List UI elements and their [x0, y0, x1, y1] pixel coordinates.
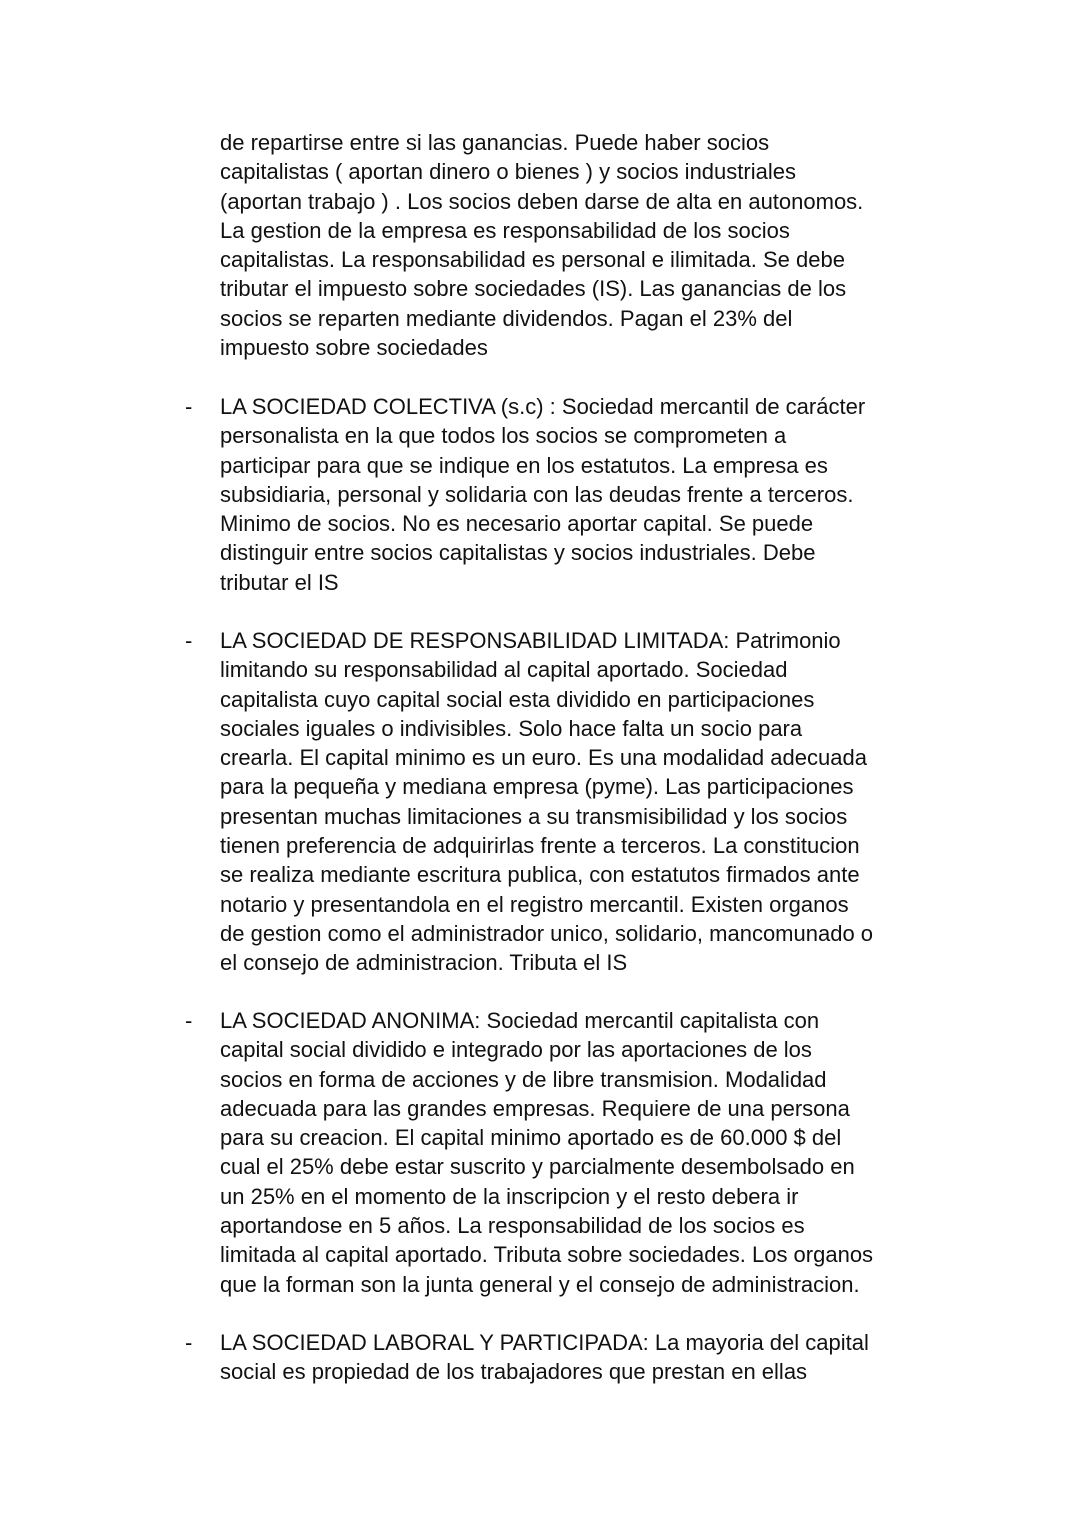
bullet-sociedad-responsabilidad-limitada — [220, 626, 930, 978]
text-line: tienen preferencia de adquirirlas frente a terceros. La constitucion — [220, 833, 860, 859]
bullet-sociedad-anonima — [220, 1006, 930, 1299]
bullet-sociedad-colectiva — [220, 392, 930, 597]
text-line: cual el 25% debe estar suscrito y parcialmente desembolsado en — [220, 1154, 855, 1180]
text-line: distinguir entre socios capitalistas y socios industriales. Debe — [220, 540, 816, 566]
text-line: social es propiedad de los trabajadores que prestan en ellas — [220, 1359, 808, 1385]
text-line: limitada al capital aportado. Tributa sobre sociedades. Los organos — [220, 1242, 874, 1268]
bullet-sociedad-laboral — [220, 1328, 930, 1387]
text-line: capital social dividido e integrado por las aportaciones de los — [220, 1037, 812, 1063]
text-line: capitalistas. La responsabilidad es personal e ilimitada. Se debe — [220, 247, 845, 273]
bullet-marker: - — [185, 394, 193, 419]
text-line: capitalistas ( aportan dinero o bienes ) y socios industriales — [220, 159, 796, 185]
text-line: LA SOCIEDAD LABORAL Y PARTICIPADA: La mayoria del capital — [220, 1330, 869, 1355]
text-line: socios en forma de acciones y de libre transmision. Modalidad — [220, 1066, 827, 1092]
text-line: que la forman son la junta general y el consejo de administracion. — [220, 1271, 860, 1297]
text-line: personalista en la que todos los socios se comprometen a — [220, 423, 787, 449]
bullet-marker: - — [185, 1008, 193, 1033]
text-line: (aportan trabajo ) . Los socios deben darse de alta en autonomos. — [220, 188, 864, 214]
text-line: La gestion de la empresa es responsabilidad de los socios — [220, 217, 790, 243]
text-line: un 25% en el momento de la inscripcion y el resto debera ir — [220, 1183, 799, 1209]
text-line: aportandose en 5 años. La responsabilidad de los socios es — [220, 1213, 805, 1239]
text-line: LA SOCIEDAD COLECTIVA (s.c) : Sociedad mercantil de carácter — [220, 394, 866, 419]
text-line: notario y presentandola en el registro mercantil. Existen organos — [220, 891, 849, 917]
text-line: presentan muchas limitaciones a su transmisibilidad y los socios — [220, 803, 848, 829]
text-line: limitando su responsabilidad al capital aportado. Sociedad — [220, 657, 788, 683]
text-line: de gestion como el administrador unico, solidario, mancomunado o — [220, 920, 874, 946]
text-line: para su creacion. El capital minimo aportado es de 60.000 $ del — [220, 1125, 842, 1151]
text-line: socios se reparten mediante dividendos. Pagan el 23% del — [220, 305, 793, 331]
text-line: tributar el impuesto sobre sociedades (IS). Las ganancias de los — [220, 276, 847, 302]
text-line: sociales iguales o indivisibles. Solo hace falta un socio para — [220, 715, 803, 741]
text-line: Minimo de socios. No es necesario aportar capital. Se puede — [220, 511, 814, 537]
bullet-marker: - — [185, 1330, 193, 1355]
text-line: crearla. El capital minimo es un euro. Es una modalidad adecuada — [220, 745, 867, 771]
text-line: se realiza mediante escritura publica, con estatutos firmados ante — [220, 862, 860, 888]
text-line: para la pequeña y mediana empresa (pyme). Las participaciones — [220, 774, 854, 800]
text-line: participar para que se indique en los estatutos. La empresa es — [220, 452, 828, 478]
text-line: adecuada para las grandes empresas. Requiere de una persona — [220, 1095, 850, 1121]
text-line: de repartirse entre si las ganancias. Puede haber socios — [220, 130, 770, 155]
text-line: el consejo de administracion. Tributa el IS — [220, 950, 628, 976]
intro-paragraph — [220, 128, 930, 362]
text-line: LA SOCIEDAD ANONIMA: Sociedad mercantil capitalista con — [220, 1008, 820, 1033]
text-line: tributar el IS — [220, 569, 339, 595]
text-line: subsidiaria, personal y solidaria con las deudas frente a terceros. — [220, 481, 854, 507]
text-line: LA SOCIEDAD DE RESPONSABILIDAD LIMITADA: Patrimonio — [220, 628, 841, 653]
text-line: impuesto sobre sociedades — [220, 335, 488, 361]
bullet-marker: - — [185, 628, 193, 653]
text-line: capitalista cuyo capital social esta dividido en participaciones — [220, 686, 815, 712]
